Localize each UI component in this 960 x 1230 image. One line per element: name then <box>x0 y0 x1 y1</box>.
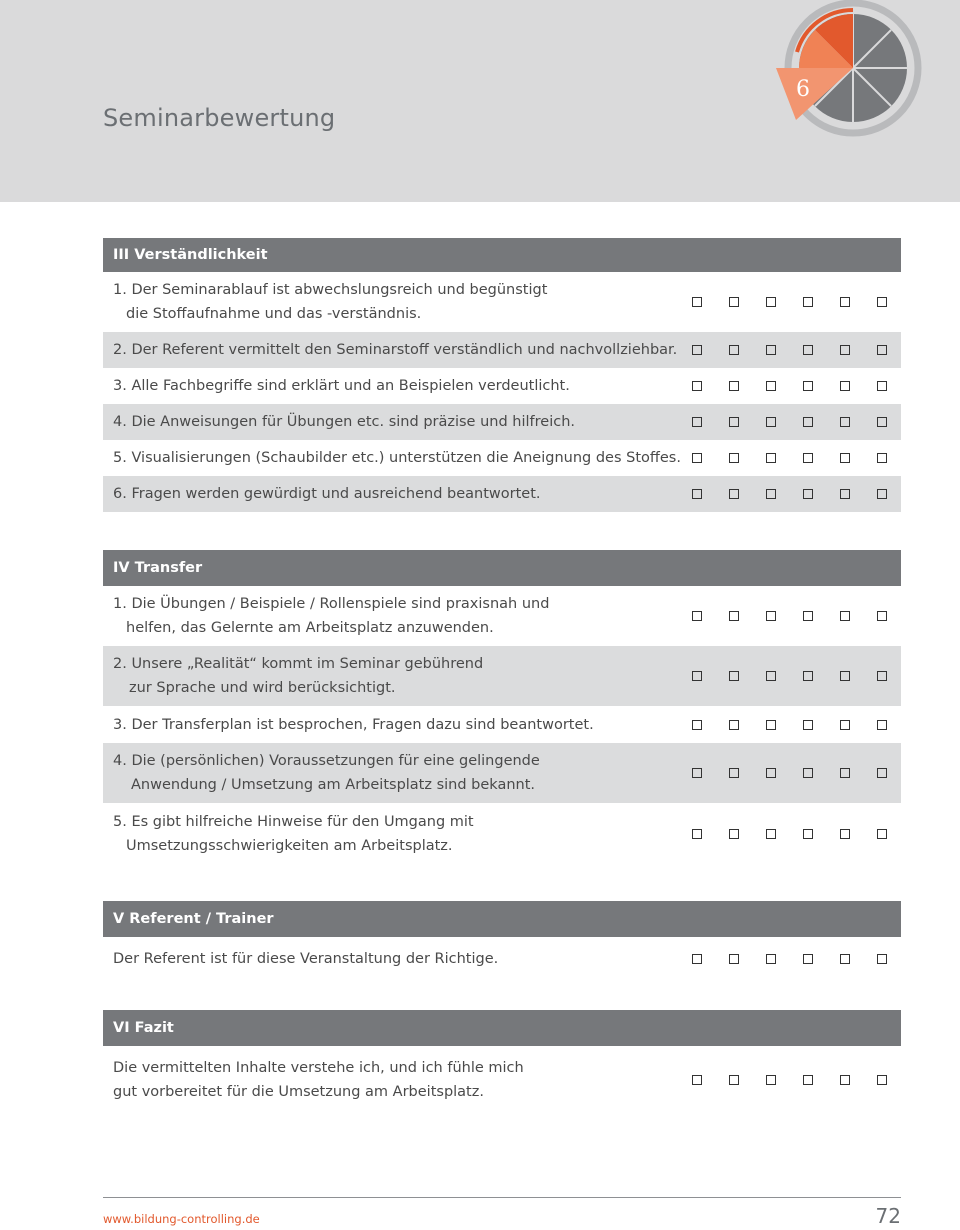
rating-checkbox[interactable] <box>840 417 850 427</box>
rating-checkbox[interactable] <box>877 489 887 499</box>
rating-boxes <box>665 453 887 463</box>
rating-checkbox[interactable] <box>840 829 850 839</box>
rating-checkbox[interactable] <box>803 297 813 307</box>
rating-checkbox[interactable] <box>766 489 776 499</box>
rating-checkbox[interactable] <box>803 671 813 681</box>
rating-checkbox[interactable] <box>766 829 776 839</box>
rating-checkbox[interactable] <box>729 453 739 463</box>
question-row: 1. Die Übungen / Beispiele / Rollenspiele sind praxisnah und helfen, das Gelernte am Arbeitsplatz anzuwenden. <box>103 586 901 646</box>
rating-checkbox[interactable] <box>729 611 739 621</box>
rating-checkbox[interactable] <box>840 297 850 307</box>
rating-checkbox[interactable] <box>729 417 739 427</box>
rating-checkbox[interactable] <box>840 720 850 730</box>
section-title: III Verständlichkeit <box>103 238 901 272</box>
rating-checkbox[interactable] <box>840 611 850 621</box>
question-row: 2. Der Referent vermittelt den Seminarstoff verständlich und nachvollziehbar. <box>103 332 901 368</box>
rating-checkbox[interactable] <box>766 381 776 391</box>
rating-checkbox[interactable] <box>877 417 887 427</box>
question-row: 6. Fragen werden gewürdigt und ausreichend beantwortet. <box>103 476 901 512</box>
rating-checkbox[interactable] <box>766 1075 776 1085</box>
rating-boxes <box>665 489 887 499</box>
rating-checkbox[interactable] <box>803 611 813 621</box>
rating-checkbox[interactable] <box>729 1075 739 1085</box>
rating-checkbox[interactable] <box>803 453 813 463</box>
rating-checkbox[interactable] <box>729 381 739 391</box>
rating-checkbox[interactable] <box>729 829 739 839</box>
question-row: 5. Es gibt hilfreiche Hinweise für den Umgang mit Umsetzungsschwierigkeiten am Arbeitsplatz. <box>103 803 901 865</box>
rating-checkbox[interactable] <box>766 671 776 681</box>
rating-checkbox[interactable] <box>692 720 702 730</box>
rating-boxes <box>665 671 887 681</box>
rating-checkbox[interactable] <box>840 768 850 778</box>
footer-url[interactable]: www.bildung-controlling.de <box>103 1212 260 1226</box>
rating-boxes <box>665 381 887 391</box>
rating-boxes <box>665 829 887 839</box>
question-row: 1. Der Seminarablauf ist abwechslungsreich und begünstigt die Stoffaufnahme und das -verständnis. <box>103 272 901 332</box>
rating-checkbox[interactable] <box>692 1075 702 1085</box>
question-row: 4. Die Anweisungen für Übungen etc. sind präzise und hilfreich. <box>103 404 901 440</box>
rating-checkbox[interactable] <box>729 671 739 681</box>
rating-checkbox[interactable] <box>877 297 887 307</box>
rating-checkbox[interactable] <box>803 417 813 427</box>
section-referent <box>103 901 901 981</box>
rating-checkbox[interactable] <box>766 954 776 964</box>
rating-boxes <box>665 768 887 778</box>
rating-checkbox[interactable] <box>766 720 776 730</box>
question-row: 4. Die (persönlichen) Voraussetzungen für eine gelingende Anwendung / Umsetzung am Arbeitsplatz sind bekannt. <box>103 743 901 803</box>
section-verstaendlichkeit <box>103 238 901 512</box>
rating-checkbox[interactable] <box>877 954 887 964</box>
rating-checkbox[interactable] <box>803 954 813 964</box>
rating-checkbox[interactable] <box>692 671 702 681</box>
rating-checkbox[interactable] <box>803 768 813 778</box>
rating-boxes <box>665 345 887 355</box>
rating-checkbox[interactable] <box>692 954 702 964</box>
page-header <box>0 0 960 202</box>
rating-checkbox[interactable] <box>803 489 813 499</box>
question-row: Der Referent ist für diese Veranstaltung der Richtige. <box>103 937 901 981</box>
rating-checkbox[interactable] <box>803 345 813 355</box>
rating-checkbox[interactable] <box>729 345 739 355</box>
rating-checkbox[interactable] <box>729 489 739 499</box>
question-row: 5. Visualisierungen (Schaubilder etc.) unterstützen die Aneignung des Stoffes. <box>103 440 901 476</box>
rating-boxes <box>665 297 887 307</box>
rating-checkbox[interactable] <box>729 768 739 778</box>
section-title: V Referent / Trainer <box>103 901 901 937</box>
rating-checkbox[interactable] <box>877 720 887 730</box>
question-row: 3. Der Transferplan ist besprochen, Fragen dazu sind beantwortet. <box>103 706 901 743</box>
pie-badge-logo <box>770 0 930 140</box>
rating-checkbox[interactable] <box>766 611 776 621</box>
rating-boxes <box>665 954 887 964</box>
rating-checkbox[interactable] <box>840 453 850 463</box>
question-row: 2. Unsere „Realität“ kommt im Seminar gebührend zur Sprache und wird berücksichtigt. <box>103 646 901 706</box>
rating-boxes <box>665 720 887 730</box>
rating-checkbox[interactable] <box>877 381 887 391</box>
rating-checkbox[interactable] <box>840 381 850 391</box>
rating-checkbox[interactable] <box>877 611 887 621</box>
rating-checkbox[interactable] <box>840 345 850 355</box>
rating-checkbox[interactable] <box>840 489 850 499</box>
rating-checkbox[interactable] <box>766 345 776 355</box>
page-number: 72 <box>875 1204 901 1228</box>
rating-checkbox[interactable] <box>803 829 813 839</box>
rating-boxes <box>665 417 887 427</box>
rating-checkbox[interactable] <box>692 829 702 839</box>
rating-checkbox[interactable] <box>877 768 887 778</box>
page-title: Seminarbewertung <box>103 104 336 132</box>
rating-checkbox[interactable] <box>877 1075 887 1085</box>
rating-checkbox[interactable] <box>692 768 702 778</box>
rating-checkbox[interactable] <box>692 381 702 391</box>
rating-checkbox[interactable] <box>840 954 850 964</box>
section-title: IV Transfer <box>103 550 901 586</box>
rating-checkbox[interactable] <box>729 954 739 964</box>
rating-checkbox[interactable] <box>692 417 702 427</box>
badge-number: 6 <box>796 77 810 102</box>
question-row: 3. Alle Fachbegriffe sind erklärt und an Beispielen verdeutlicht. <box>103 368 901 404</box>
section-fazit <box>103 1010 901 1114</box>
rating-checkbox[interactable] <box>803 720 813 730</box>
rating-checkbox[interactable] <box>877 345 887 355</box>
rating-checkbox[interactable] <box>692 297 702 307</box>
rating-checkbox[interactable] <box>729 297 739 307</box>
rating-checkbox[interactable] <box>692 611 702 621</box>
rating-boxes <box>665 611 887 621</box>
rating-checkbox[interactable] <box>692 489 702 499</box>
rating-checkbox[interactable] <box>729 720 739 730</box>
rating-checkbox[interactable] <box>803 1075 813 1085</box>
rating-checkbox[interactable] <box>766 417 776 427</box>
rating-checkbox[interactable] <box>803 381 813 391</box>
rating-checkbox[interactable] <box>877 453 887 463</box>
rating-checkbox[interactable] <box>840 671 850 681</box>
rating-checkbox[interactable] <box>840 1075 850 1085</box>
rating-boxes <box>665 1075 887 1085</box>
footer-divider <box>103 1197 901 1198</box>
rating-checkbox[interactable] <box>877 829 887 839</box>
section-transfer <box>103 550 901 865</box>
rating-checkbox[interactable] <box>877 671 887 681</box>
rating-checkbox[interactable] <box>692 453 702 463</box>
rating-checkbox[interactable] <box>766 768 776 778</box>
section-title: VI Fazit <box>103 1010 901 1046</box>
rating-checkbox[interactable] <box>766 453 776 463</box>
rating-checkbox[interactable] <box>692 345 702 355</box>
rating-checkbox[interactable] <box>766 297 776 307</box>
question-row: Die vermittelten Inhalte verstehe ich, und ich fühle mich gut vorbereitet für die Umsetzung am Arbeitsplatz. <box>103 1046 901 1114</box>
